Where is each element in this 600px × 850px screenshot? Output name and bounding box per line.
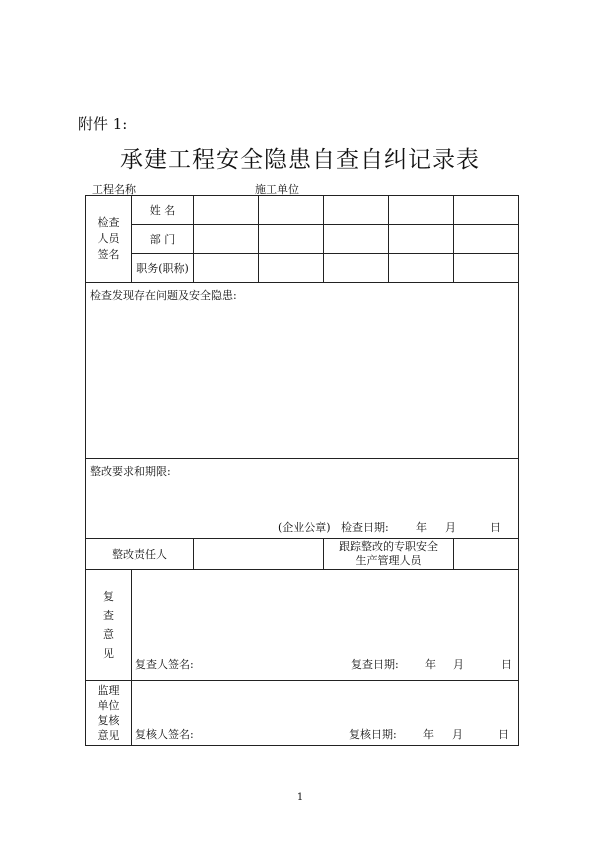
inspector-department-cell[interactable]	[389, 225, 454, 254]
inspector-department-cell[interactable]	[454, 225, 519, 254]
construction-unit-label: 施工单位	[255, 183, 299, 196]
recheck-date-month: 月	[453, 658, 464, 671]
supervision-review-label: 监理 单位 复核 意见	[86, 681, 132, 746]
page-number: 1	[296, 792, 304, 803]
company-seal-label: (企业公章)	[278, 521, 331, 534]
inspector-name-cell[interactable]	[259, 196, 324, 225]
issues-section[interactable]	[86, 283, 519, 459]
check-date-year: 年	[416, 521, 427, 534]
inspector-department-cell[interactable]	[194, 225, 259, 254]
inspector-position-cell[interactable]	[259, 254, 324, 283]
inspector-name-label: 姓 名	[132, 196, 194, 225]
inspector-position-cell[interactable]	[324, 254, 389, 283]
annex-label: 附件 1:	[78, 115, 128, 133]
supervision-review-cell[interactable]	[132, 681, 519, 746]
inspection-record-table	[85, 195, 519, 746]
recheck-opinion-cell[interactable]	[132, 570, 519, 681]
recheck-opinion-label: 复 查 意 见	[86, 570, 132, 681]
review-date-label: 复核日期:	[349, 728, 397, 741]
safety-tracker-label: 跟踪整改的专职安全 生产管理人员	[324, 539, 454, 570]
inspector-name-cell[interactable]	[389, 196, 454, 225]
responsible-person-cell[interactable]	[194, 539, 324, 570]
review-date-day: 日	[498, 728, 509, 741]
rectification-label: 整改要求和期限:	[90, 465, 171, 478]
inspector-name-cell[interactable]	[454, 196, 519, 225]
inspector-position-cell[interactable]	[389, 254, 454, 283]
recheck-date-year: 年	[425, 658, 436, 671]
recheck-date-day: 日	[501, 658, 512, 671]
recheck-signer-label: 复查人签名:	[135, 658, 194, 671]
inspectors-group-label: 检查 人员 签名	[86, 196, 132, 283]
check-date-label: 检查日期:	[341, 521, 389, 534]
check-date-day: 日	[490, 521, 501, 534]
inspector-name-cell[interactable]	[324, 196, 389, 225]
issues-label: 检查发现存在问题及安全隐患:	[90, 289, 237, 302]
rectification-section[interactable]	[86, 459, 519, 539]
check-date-month: 月	[445, 521, 456, 534]
inspector-department-cell[interactable]	[324, 225, 389, 254]
inspector-department-label: 部 门	[132, 225, 194, 254]
recheck-date-label: 复查日期:	[351, 658, 399, 671]
review-date-year: 年	[423, 728, 434, 741]
reviewer-signer-label: 复核人签名:	[135, 728, 194, 741]
project-name-label: 工程名称	[92, 183, 136, 196]
inspector-position-label: 职务(职称)	[132, 254, 194, 283]
inspector-name-cell[interactable]	[194, 196, 259, 225]
inspector-position-cell[interactable]	[454, 254, 519, 283]
form-title: 承建工程安全隐患自查自纠记录表	[120, 147, 480, 173]
inspector-department-cell[interactable]	[259, 225, 324, 254]
review-date-month: 月	[452, 728, 463, 741]
inspector-position-cell[interactable]	[194, 254, 259, 283]
safety-tracker-cell[interactable]	[454, 539, 519, 570]
responsible-person-label: 整改责任人	[86, 539, 194, 570]
